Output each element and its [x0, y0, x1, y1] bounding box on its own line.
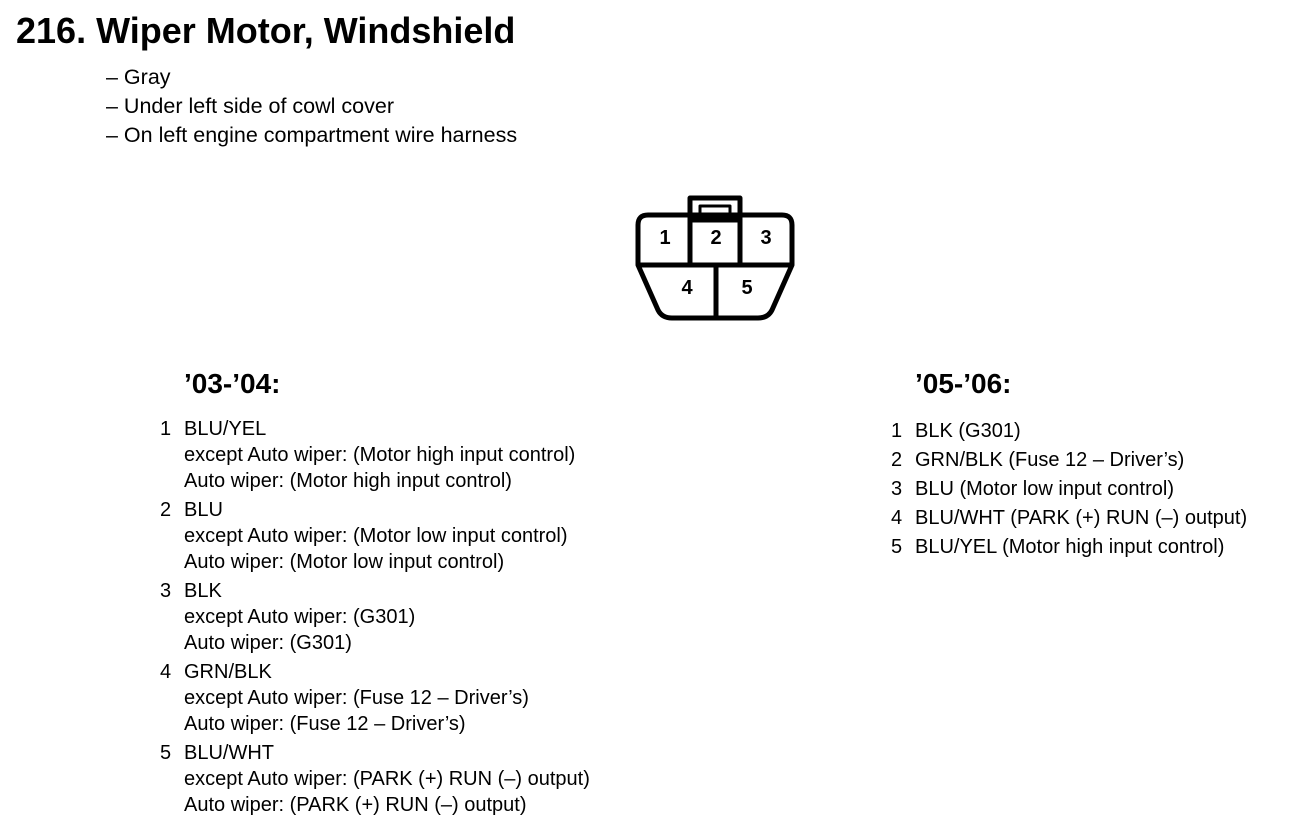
pin-number: 5 [891, 536, 903, 558]
page-title: 216. Wiper Motor, Windshield [16, 10, 516, 51]
pin-wire: BLU (Motor low input control) [915, 478, 1174, 500]
pin-wire: BLU/YEL [184, 418, 267, 440]
pin-wire: BLU/WHT [184, 742, 274, 764]
section-03-04 [160, 368, 680, 828]
pin-detail: Auto wiper: (Motor low input control) [184, 551, 505, 573]
pin-wire: BLU/WHT (PARK (+) RUN (–) output) [915, 507, 1248, 529]
pin-number: 2 [891, 449, 903, 471]
pin-wire: BLU [184, 499, 223, 521]
pin-detail: Auto wiper: (G301) [184, 632, 352, 654]
pin-number: 3 [160, 580, 172, 602]
location-item: – Gray [106, 65, 171, 89]
pin-detail: Auto wiper: (Fuse 12 – Driver’s) [184, 713, 466, 735]
pin-wire: GRN/BLK (Fuse 12 – Driver’s) [915, 449, 1185, 471]
pin-wire: BLK [184, 580, 222, 602]
pin-number: 3 [891, 478, 903, 500]
pin-number: 2 [160, 499, 172, 521]
connector-pin-label: 3 [760, 227, 772, 249]
pin-detail: Auto wiper: (PARK (+) RUN (–) output) [184, 794, 527, 816]
pin-number: 4 [891, 507, 903, 529]
pin-number: 4 [160, 661, 172, 683]
pin-number: 5 [160, 742, 172, 764]
connector-diagram [630, 192, 800, 328]
section-05-06 [891, 368, 1301, 568]
pin-detail: except Auto wiper: (Fuse 12 – Driver’s) [184, 687, 529, 709]
pin-detail: except Auto wiper: (Motor low input control) [184, 525, 568, 547]
location-item: – Under left side of cowl cover [106, 94, 394, 118]
connector-pin-label: 2 [710, 227, 722, 249]
pin-wire: BLU/YEL (Motor high input control) [915, 536, 1225, 558]
pin-number: 1 [160, 418, 172, 440]
connector-pin-label: 5 [741, 277, 753, 299]
location-item: – On left engine compartment wire harness [106, 123, 518, 147]
pin-detail: Auto wiper: (Motor high input control) [184, 470, 512, 492]
pin-wire: GRN/BLK [184, 661, 272, 683]
connector-pin-label: 4 [681, 277, 693, 299]
pin-detail: except Auto wiper: (G301) [184, 606, 416, 628]
section-heading: ’03-’04: [184, 368, 281, 399]
section-heading: ’05-’06: [915, 368, 1012, 399]
location-list [106, 63, 517, 150]
pin-detail: except Auto wiper: (PARK (+) RUN (–) output) [184, 768, 590, 790]
pin-wire: BLK (G301) [915, 420, 1021, 442]
pin-detail: except Auto wiper: (Motor high input control) [184, 444, 576, 466]
connector-pin-label: 1 [659, 227, 671, 249]
pin-number: 1 [891, 420, 903, 442]
